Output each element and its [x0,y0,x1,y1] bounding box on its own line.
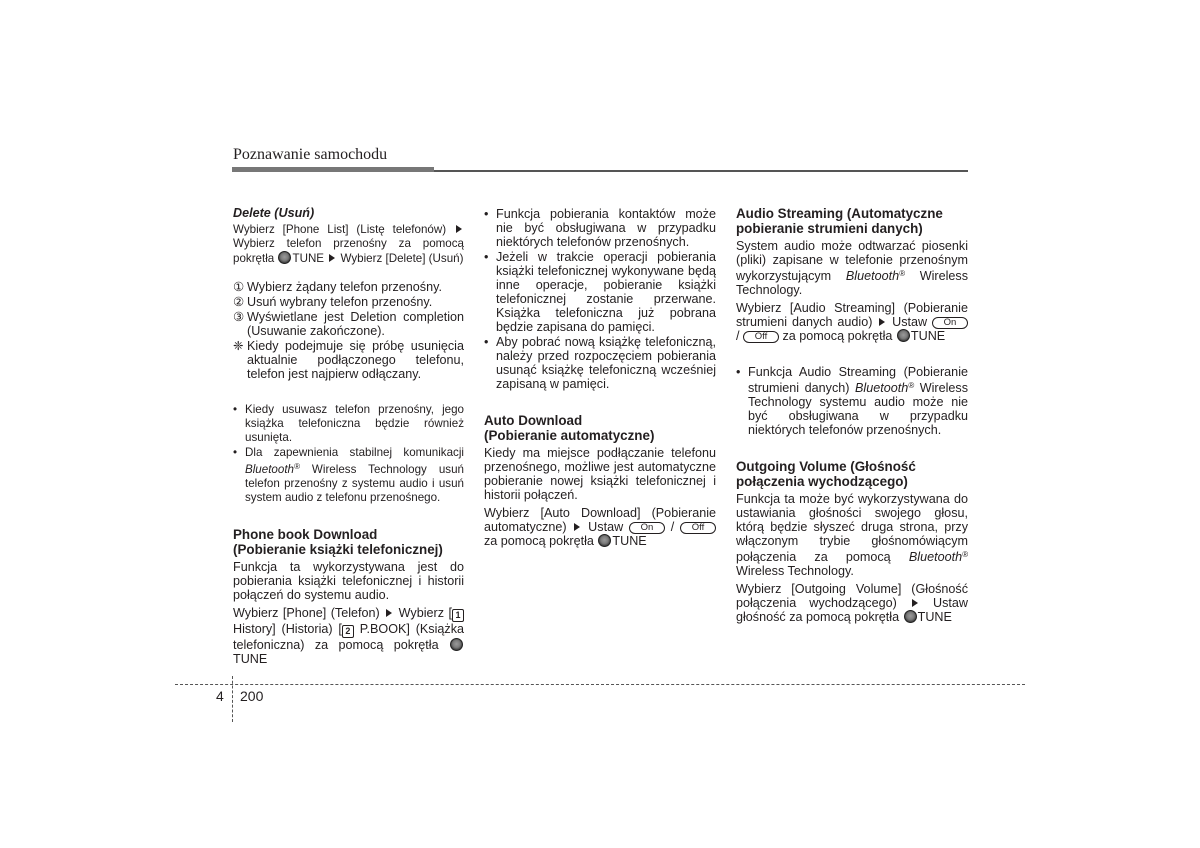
separator: / [736,329,740,343]
delete-instructions [233,223,464,266]
tune-knob-icon [278,251,291,264]
note-text: Kiedy podejmuje się próbę usunięcia aktualnie podłączonego telefonu, telefon jest najpierw odłączany. [247,339,464,381]
instr-text: History] (Historia) [ [233,622,342,636]
step-text: Usuń wybrany telefon przenośny. [247,295,433,309]
off-option: Off [680,522,716,534]
bluetooth-text: Bluetooth [245,463,294,476]
arrow-right-icon [386,609,392,617]
phonebook-heading [233,527,464,557]
registered-mark: ® [899,269,906,278]
delete-step-b: Wybierz telefon przenośny za pomocą pokrętła [233,237,464,265]
instr-text: Wybierz [Outgoing Volume] (Głośność połączenia wychodzącego) [736,582,968,610]
list-item: • Funkcja pobierania kontaktów może nie być obsługiwana w przypadku niektórych telefonów przenośnych. [484,207,716,249]
tune-label: TUNE [292,252,325,265]
step-marker: ③ [233,310,245,324]
arrow-right-icon [329,254,335,262]
arrow-right-icon [574,523,580,531]
delete-bullets [233,403,464,505]
heading-line-2: (Pobieranie książki telefonicznej) [233,542,443,557]
column-2 [484,206,716,548]
list-item [736,365,968,437]
chapter-number: 4 [216,688,224,704]
audio-streaming-heading [736,206,968,236]
heading-line-1: Audio Streaming (Automatyczne [736,206,943,221]
phonebook-description: Funkcja ta wykorzystywana jest do pobierania książki telefonicznej i historii połączeń do systemu audio. [233,560,464,602]
heading-line-1: Auto Download [484,413,583,428]
instr-text: Ustaw [588,520,624,534]
delete-note [233,339,464,381]
list-item [233,446,464,505]
off-option: Off [743,331,779,343]
tune-knob-icon [904,610,917,623]
step-marker: ② [233,295,245,309]
bluetooth-text: Bluetooth [908,550,963,564]
heading-line-2: pobieranie strumieni danych) [736,221,923,236]
desc-text: Funkcja ta może być wykorzystywana do ustawiania głośności swojego głosu, którą będzie słyszeć druga strona, przy włączonym trybie głośnomówiącym połączenia za pomocą [736,492,968,564]
bullet-text: Wireless Technology usuń telefon przenośny z systemu audio i usuń system audio z telefonu przenośnego. [245,463,464,504]
instr-text: P.BOOK] (Książka telefoniczna) za pomocą pokrętła [233,622,464,652]
outgoing-volume-description [736,492,968,578]
instr-text: Wybierz [ [398,606,452,620]
heading-line-2: (Pobieranie automatyczne) [484,428,655,443]
tune-knob-icon [450,638,463,651]
step-marker: ① [233,280,245,294]
auto-download-instructions [484,506,716,548]
outgoing-volume-instructions [736,582,968,624]
page-number: 200 [240,688,264,704]
instr-text: Wybierz [Phone] (Telefon) [233,606,380,620]
heading-line-2: połączenia wychodzącego) [736,474,908,489]
delete-step-3 [233,310,464,338]
instr-text: Ustaw głośność za pomocą pokrętła [736,596,968,624]
instr-text: Wybierz [Auto Download] (Pobieranie automatyczne) [484,506,716,534]
footer-divider [232,676,233,722]
list-item: • Kiedy usuwasz telefon przenośny, jego książka telefoniczna będzie również usunięta. [233,403,464,445]
bullet-text: Dla zapewnienia stabilnej komunikacji [245,446,464,459]
registered-mark: ® [962,550,968,559]
instr-text: za pomocą pokrętła [782,329,893,343]
tune-label: TUNE [612,534,647,548]
bullet-text: Funkcja Audio Streaming (Pobieranie strumieni danych) [748,365,968,395]
bluetooth-text: Bluetooth [855,381,909,395]
heading-line-1: Phone book Download [233,527,378,542]
delete-step-2 [233,295,464,309]
desc-text: Wireless Technology. [736,269,969,297]
step-text: Wyświetlane jest Deletion completion (Usuwanie zakończone). [247,310,464,338]
key-1-icon: 1 [452,609,464,622]
delete-step-a: Wybierz [Phone List] (Listę telefonów) [233,223,447,236]
registered-mark: ® [908,381,915,390]
tune-label: TUNE [910,329,946,343]
audio-streaming-description [736,239,968,297]
arrow-right-icon [912,599,918,607]
tune-label: TUNE [917,610,952,624]
instr-text: za pomocą pokrętła [484,534,594,548]
separator: / [670,520,675,534]
column-1 [233,206,464,666]
delete-step-c: Wybierz [Delete] (Usuń) [340,252,464,265]
footer-rule [175,684,1025,685]
auto-download-description: Kiedy ma miejsce podłączanie telefonu przenośnego, możliwe jest automatyczne pobieranie nowej książki telefonicznej i historii połączeń. [484,446,716,502]
auto-download-heading [484,413,716,443]
header-rule-thick [232,167,434,172]
bluetooth-text: Bluetooth [845,269,900,283]
desc-text: System audio może odtwarzać piosenki (pliki) zapisane w telefonie przenośnym wykorzystującym [736,239,968,283]
audio-streaming-bullets [736,365,968,437]
instr-text: Ustaw [892,315,928,329]
column-3 [736,206,968,624]
arrow-right-icon [456,225,462,233]
list-item: • Aby pobrać nową książkę telefoniczną, należy przed rozpoczęciem pobierania usunąć książkę telefoniczną wcześniej zapisaną w pamięci. [484,335,716,391]
audio-streaming-instructions [736,301,968,343]
list-item: • Jeżeli w trakcie operacji pobierania książki telefonicznej wykonywane będą inne operacje, pobieranie książki telefonicznej zostanie przerwane. Książka telefoniczna już pobrana będzie zapisana do pamięci. [484,250,716,334]
outgoing-volume-heading [736,459,968,489]
arrow-right-icon [879,318,885,326]
delete-steps-list [233,280,464,381]
registered-mark: ® [294,462,300,471]
delete-step-1 [233,280,464,294]
page-header-title: Poznawanie samochodu [233,146,388,163]
note-marker: ❈ [233,339,244,353]
tune-knob-icon [598,534,611,547]
tune-knob-icon [897,329,910,342]
bullet-text: Wireless Technology systemu audio może nie być obsługiwana w przypadku niektórych telefonów przenośnych. [748,381,968,437]
on-option: On [629,522,665,534]
phonebook-bullets [484,207,716,391]
key-2-icon: 2 [342,625,354,638]
heading-line-1: Outgoing Volume (Głośność [736,459,916,474]
instr-text: Wybierz [Audio Streaming] (Pobieranie strumieni danych audio) [736,301,968,329]
desc-text: Wireless Technology. [736,564,854,578]
header-rule-thin [434,170,968,172]
step-text: Wybierz żądany telefon przenośny. [247,280,442,294]
on-option: On [932,317,968,329]
phonebook-instructions [233,606,464,666]
delete-heading: Delete (Usuń) [233,206,315,220]
tune-label: TUNE [233,652,268,666]
